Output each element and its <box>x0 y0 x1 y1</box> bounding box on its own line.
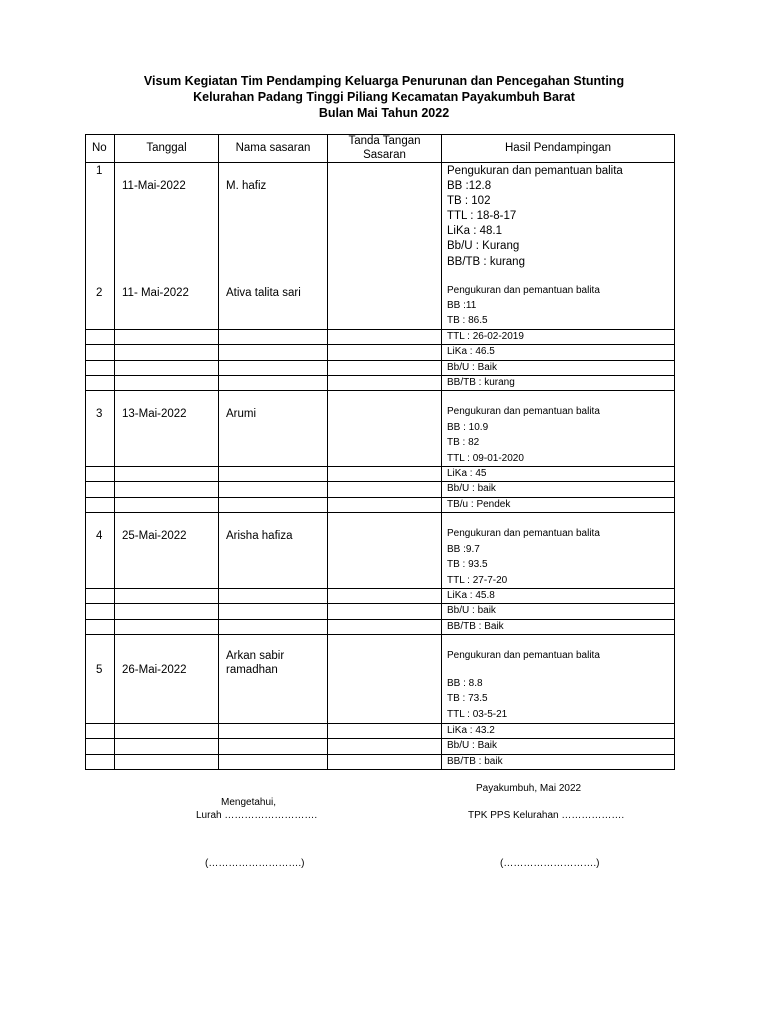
entry-1-hasil-4: LiKa : 48.1 <box>447 225 502 237</box>
footer-sign-right: (……………………….) <box>500 858 600 869</box>
entry-3-hasil-4: LiKa : 45 <box>447 468 487 479</box>
entry-1-nama: M. hafiz <box>226 180 267 192</box>
doc-title-line2: Kelurahan Padang Tinggi Piliang Kecamatan Payakumbuh Barat <box>193 90 575 104</box>
entry-1-no: 1 <box>96 165 103 177</box>
entry-5-tanggal: 26-Mai-2022 <box>122 664 187 676</box>
entry-3-hasil-3: TTL : 09-01-2020 <box>447 453 524 464</box>
doc-title-line3: Bulan Mai Tahun 2022 <box>318 106 450 120</box>
entry-4-hasil-2: TB : 93.5 <box>447 559 488 570</box>
entry-3-hasil-0: Pengukuran dan pemantuan balita <box>447 406 600 417</box>
entry-3-nama: Arumi <box>226 408 257 420</box>
doc-title-line1: Visum Kegiatan Tim Pendamping Keluarga Penurunan dan Pencegahan Stunting <box>143 74 625 88</box>
entry-3-hasil-6: TB/u : Pendek <box>447 499 511 510</box>
entry-2-hasil-6: BB/TB : kurang <box>447 377 515 388</box>
entry-5-hasil-0: Pengukuran dan pemantuan balita <box>447 650 600 661</box>
entry-5-no: 5 <box>96 664 103 676</box>
footer-sign-left: (……………………….) <box>205 858 305 869</box>
entry-5-hasil-5: Bb/U : Baik <box>447 740 498 751</box>
entry-4-hasil-4: LiKa : 45.8 <box>447 590 495 601</box>
footer-mengetahui: Mengetahui, <box>221 797 277 808</box>
entry-4-no: 4 <box>96 530 103 542</box>
entry-1-hasil-6: BB/TB : kurang <box>447 256 525 268</box>
entry-5-nama-line1: Arkan sabir <box>226 650 285 662</box>
entry-1-hasil-3: TTL : 18-8-17 <box>447 210 517 222</box>
entry-4-hasil-6: BB/TB : Baik <box>447 621 504 632</box>
header-ttd-line2: Sasaran <box>363 149 406 161</box>
entry-4-hasil-3: TTL : 27-7-20 <box>447 575 508 586</box>
entry-2-no: 2 <box>96 287 103 299</box>
entry-5-hasil-2: TB : 73.5 <box>447 693 488 704</box>
entry-3-hasil-2: TB : 82 <box>447 437 480 448</box>
entry-2-hasil-1: BB :11 <box>447 300 477 311</box>
entry-2-hasil-4: LiKa : 46.5 <box>447 346 495 357</box>
header-no: No <box>92 142 107 154</box>
entry-3-tanggal: 13-Mai-2022 <box>122 408 187 420</box>
entry-4-tanggal: 25-Mai-2022 <box>122 530 187 542</box>
entry-2-hasil-0: Pengukuran dan pemantuan balita <box>447 285 600 296</box>
entry-4-hasil-5: Bb/U : baik <box>447 605 496 616</box>
entry-2-tanggal: 11- Mai-2022 <box>122 287 189 299</box>
entry-5-hasil-1: BB : 8.8 <box>447 678 483 689</box>
entry-3-hasil-1: BB : 10.9 <box>447 422 489 433</box>
header-nama: Nama sasaran <box>235 142 311 154</box>
footer-place-date: Payakumbuh, Mai 2022 <box>476 783 582 794</box>
header-ttd-line1: Tanda Tangan <box>348 135 421 147</box>
entry-4-hasil-1: BB :9.7 <box>447 544 480 555</box>
entry-3-no: 3 <box>96 408 103 420</box>
entry-5-hasil-3: TTL : 03-5-21 <box>447 709 508 720</box>
entry-1-hasil-5: Bb/U : Kurang <box>447 240 520 252</box>
entry-5-hasil-6: BB/TB : baik <box>447 756 503 767</box>
entry-2-hasil-5: Bb/U : Baik <box>447 362 498 373</box>
entry-1-hasil-2: TB : 102 <box>447 195 491 207</box>
entry-2-nama: Ativa talita sari <box>226 287 301 299</box>
entry-3-hasil-5: Bb/U : baik <box>447 483 496 494</box>
footer-tpk: TPK PPS Kelurahan ………………. <box>468 810 625 821</box>
entry-5-hasil-4: LiKa : 43.2 <box>447 725 495 736</box>
entry-1-hasil-0: Pengukuran dan pemantuan balita <box>447 165 623 177</box>
footer-lurah: Lurah ………………………. <box>196 810 318 821</box>
header-tanggal: Tanggal <box>146 142 187 154</box>
entry-1-tanggal: 11-Mai-2022 <box>122 180 186 192</box>
entry-1-hasil-1: BB :12.8 <box>447 180 492 192</box>
entry-4-hasil-0: Pengukuran dan pemantuan balita <box>447 528 600 539</box>
entry-2-hasil-2: TB : 86.5 <box>447 315 488 326</box>
entry-2-hasil-3: TTL : 26-02-2019 <box>447 331 524 342</box>
entry-5-nama-line2: ramadhan <box>226 664 278 676</box>
entry-4-nama: Arisha hafiza <box>226 530 293 542</box>
header-hasil: Hasil Pendampingan <box>504 142 612 154</box>
